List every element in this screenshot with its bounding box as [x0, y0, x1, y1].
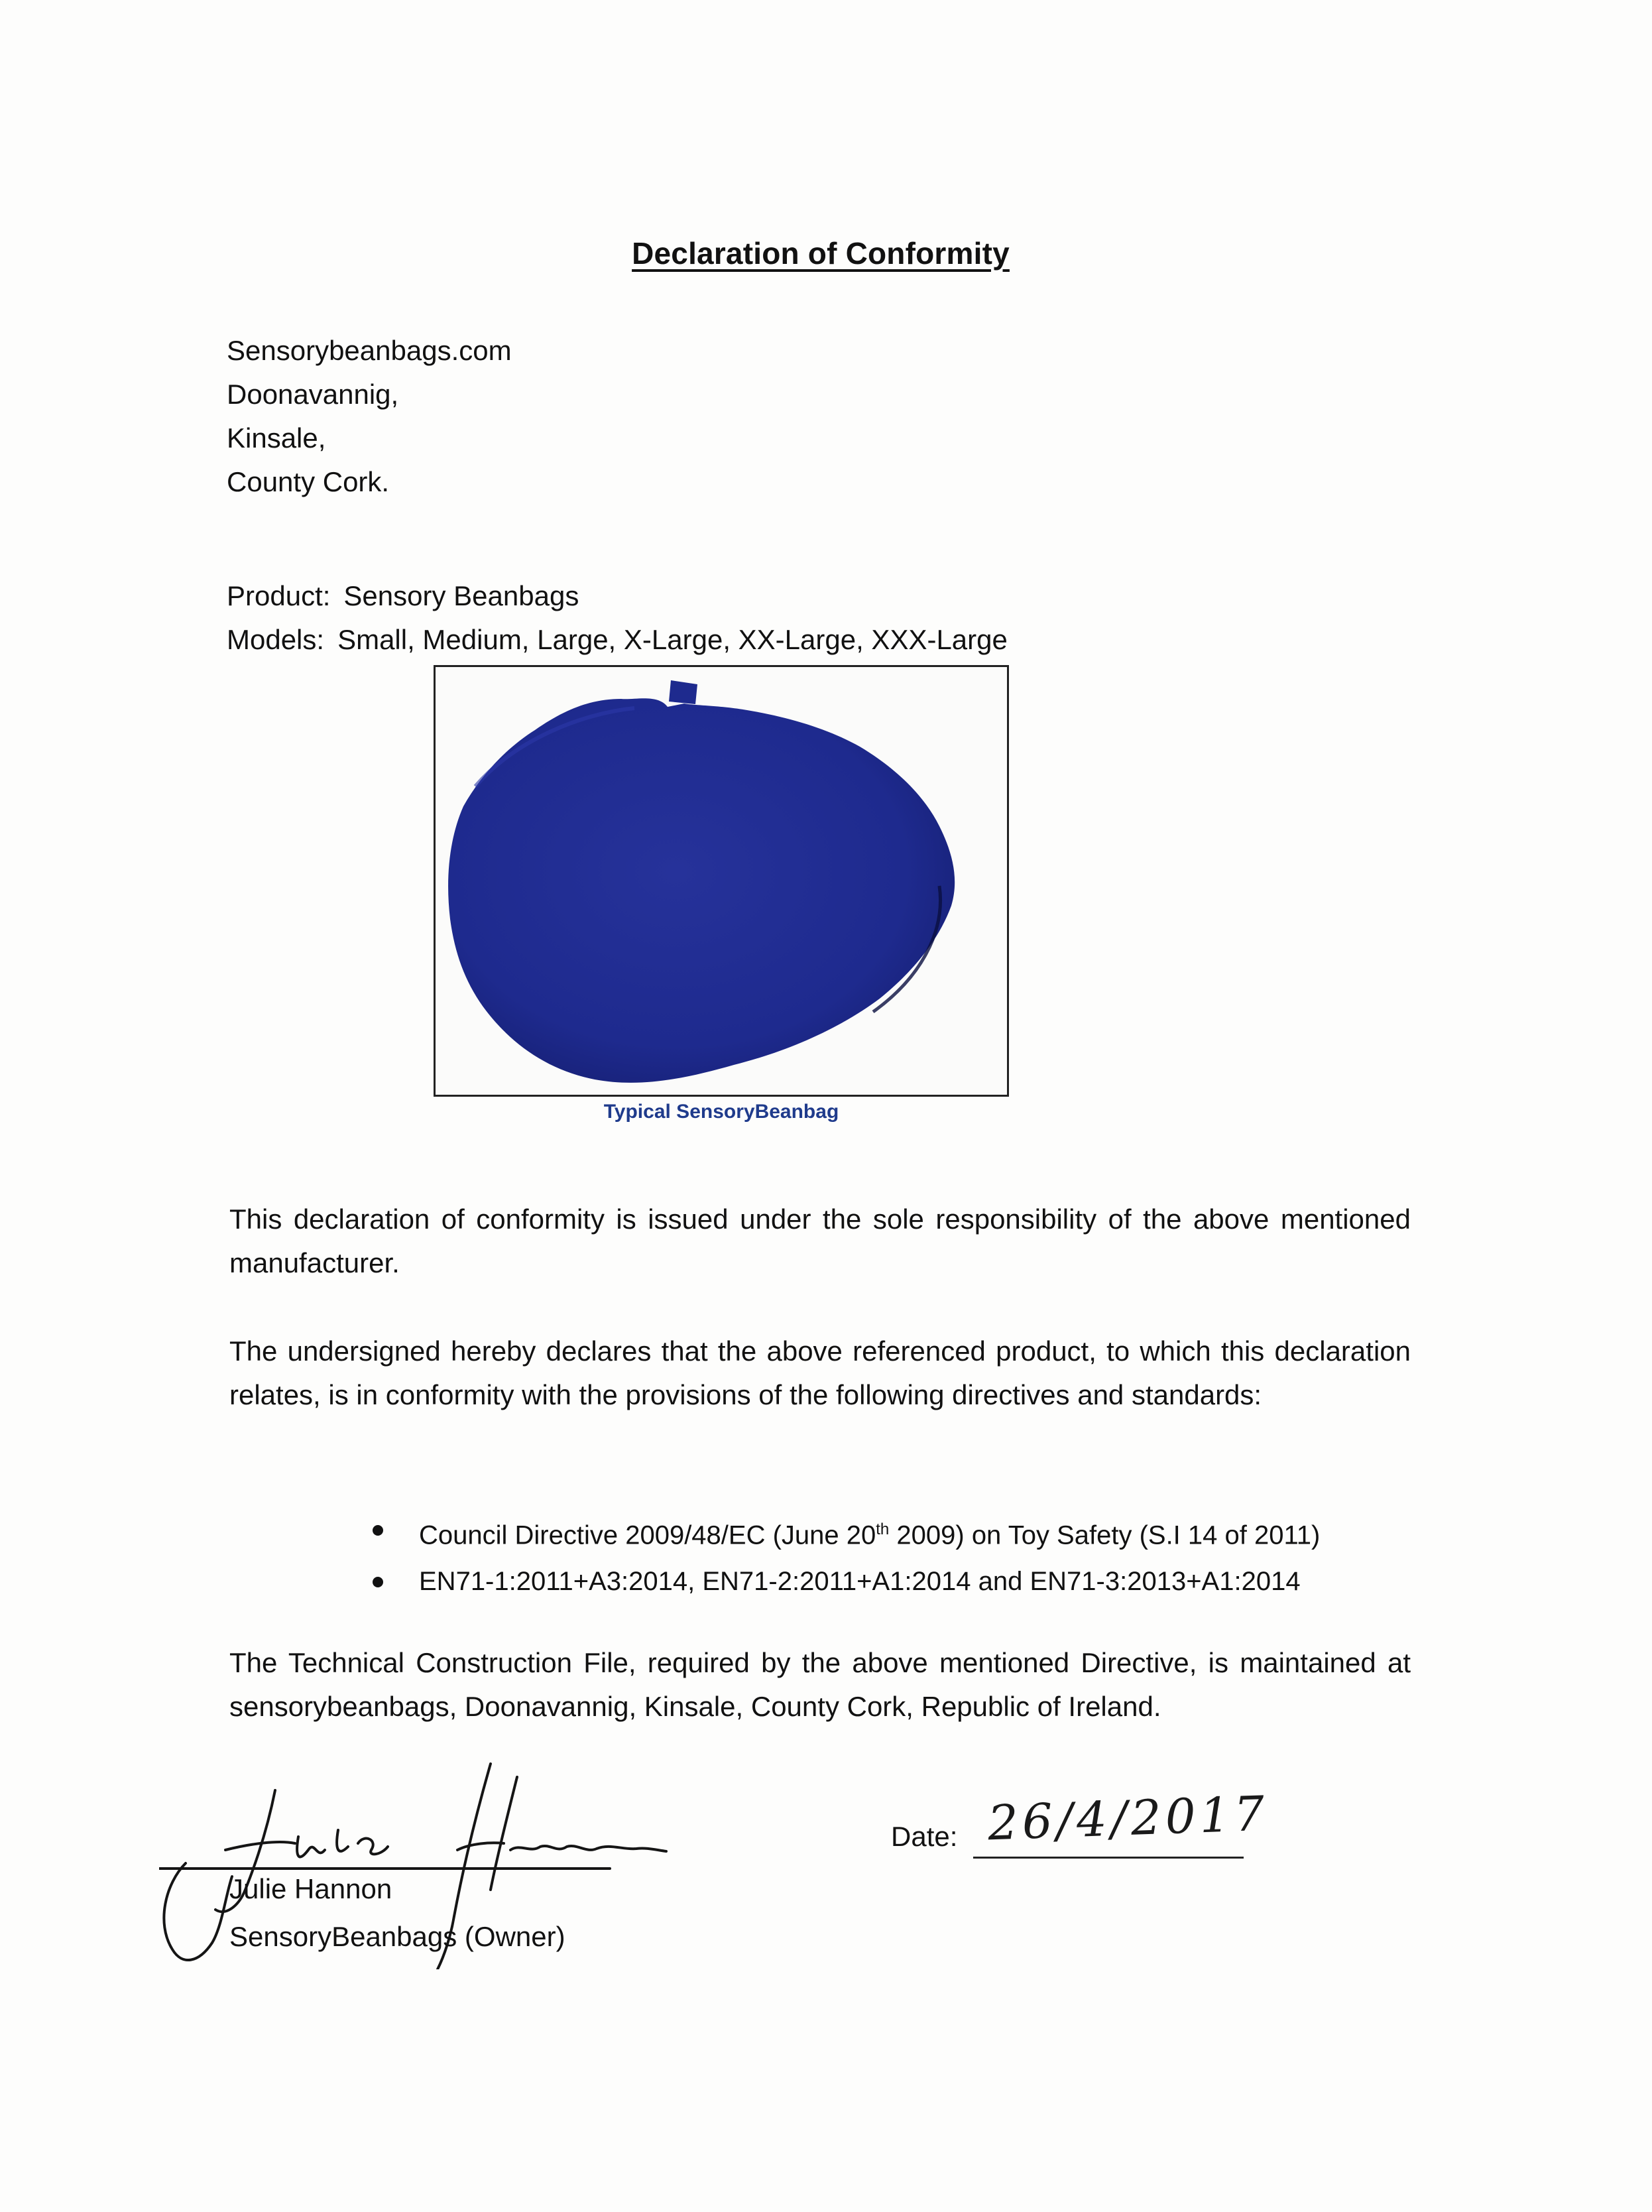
directive-text-end: 2009) on Toy Safety (S.I 14 of 2011): [889, 1520, 1321, 1550]
product-label: Product:: [227, 580, 331, 611]
beanbag-image: [436, 667, 1007, 1095]
image-caption: Typical SensoryBeanbag: [603, 1101, 839, 1123]
directive-text: Council Directive 2009/48/EC (June 20: [419, 1520, 876, 1550]
signatory-block: [229, 1865, 565, 1961]
manufacturer-address: [227, 329, 512, 504]
models-value: Small, Medium, Large, X-Large, XX-Large, XXX-Large: [337, 624, 1008, 655]
product-info: [227, 574, 1008, 662]
ordinal-suffix: th: [876, 1520, 890, 1538]
signatory-role: SensoryBeanbags (Owner): [229, 1921, 565, 1952]
signatory-name: Julie Hannon: [229, 1873, 392, 1904]
directives-list: [358, 1506, 1320, 1605]
list-item: EN71-1:2011+A3:2014, EN71-2:2011+A1:2014 and EN71-3:2013+A1:2014: [358, 1558, 1320, 1605]
models-line: [227, 618, 1008, 662]
handwritten-date: 26/4/2017: [986, 1785, 1269, 1851]
address-line: Kinsale,: [227, 422, 326, 454]
beanbag-photo: [434, 665, 1009, 1097]
date-underline: [973, 1857, 1244, 1859]
address-line: Sensorybeanbags.com: [227, 335, 512, 366]
technical-file-paragraph: The Technical Construction File, required by the above mentioned Directive, is maintained at sensorybeanbags, Doonavannig, Kinsale, County Cork, Republic of Ireland.: [229, 1647, 1411, 1722]
responsibility-paragraph: This declaration of conformity is issued under the sole responsibility of the above mentioned manufacturer.: [229, 1203, 1411, 1278]
address-line: County Cork.: [227, 466, 390, 497]
models-label: Models:: [227, 624, 325, 655]
date-label: Date:: [891, 1821, 958, 1852]
document-title: Declaration of Conformity: [632, 236, 1010, 271]
conformity-paragraph: The undersigned hereby declares that the above referenced product, to which this declaration relates, is in conformity with the provisions of the following directives and standards:: [229, 1335, 1411, 1410]
list-item: [358, 1506, 1320, 1558]
product-line: [227, 574, 1008, 618]
address-line: Doonavannig,: [227, 379, 399, 410]
product-value: Sensory Beanbags: [343, 580, 579, 611]
